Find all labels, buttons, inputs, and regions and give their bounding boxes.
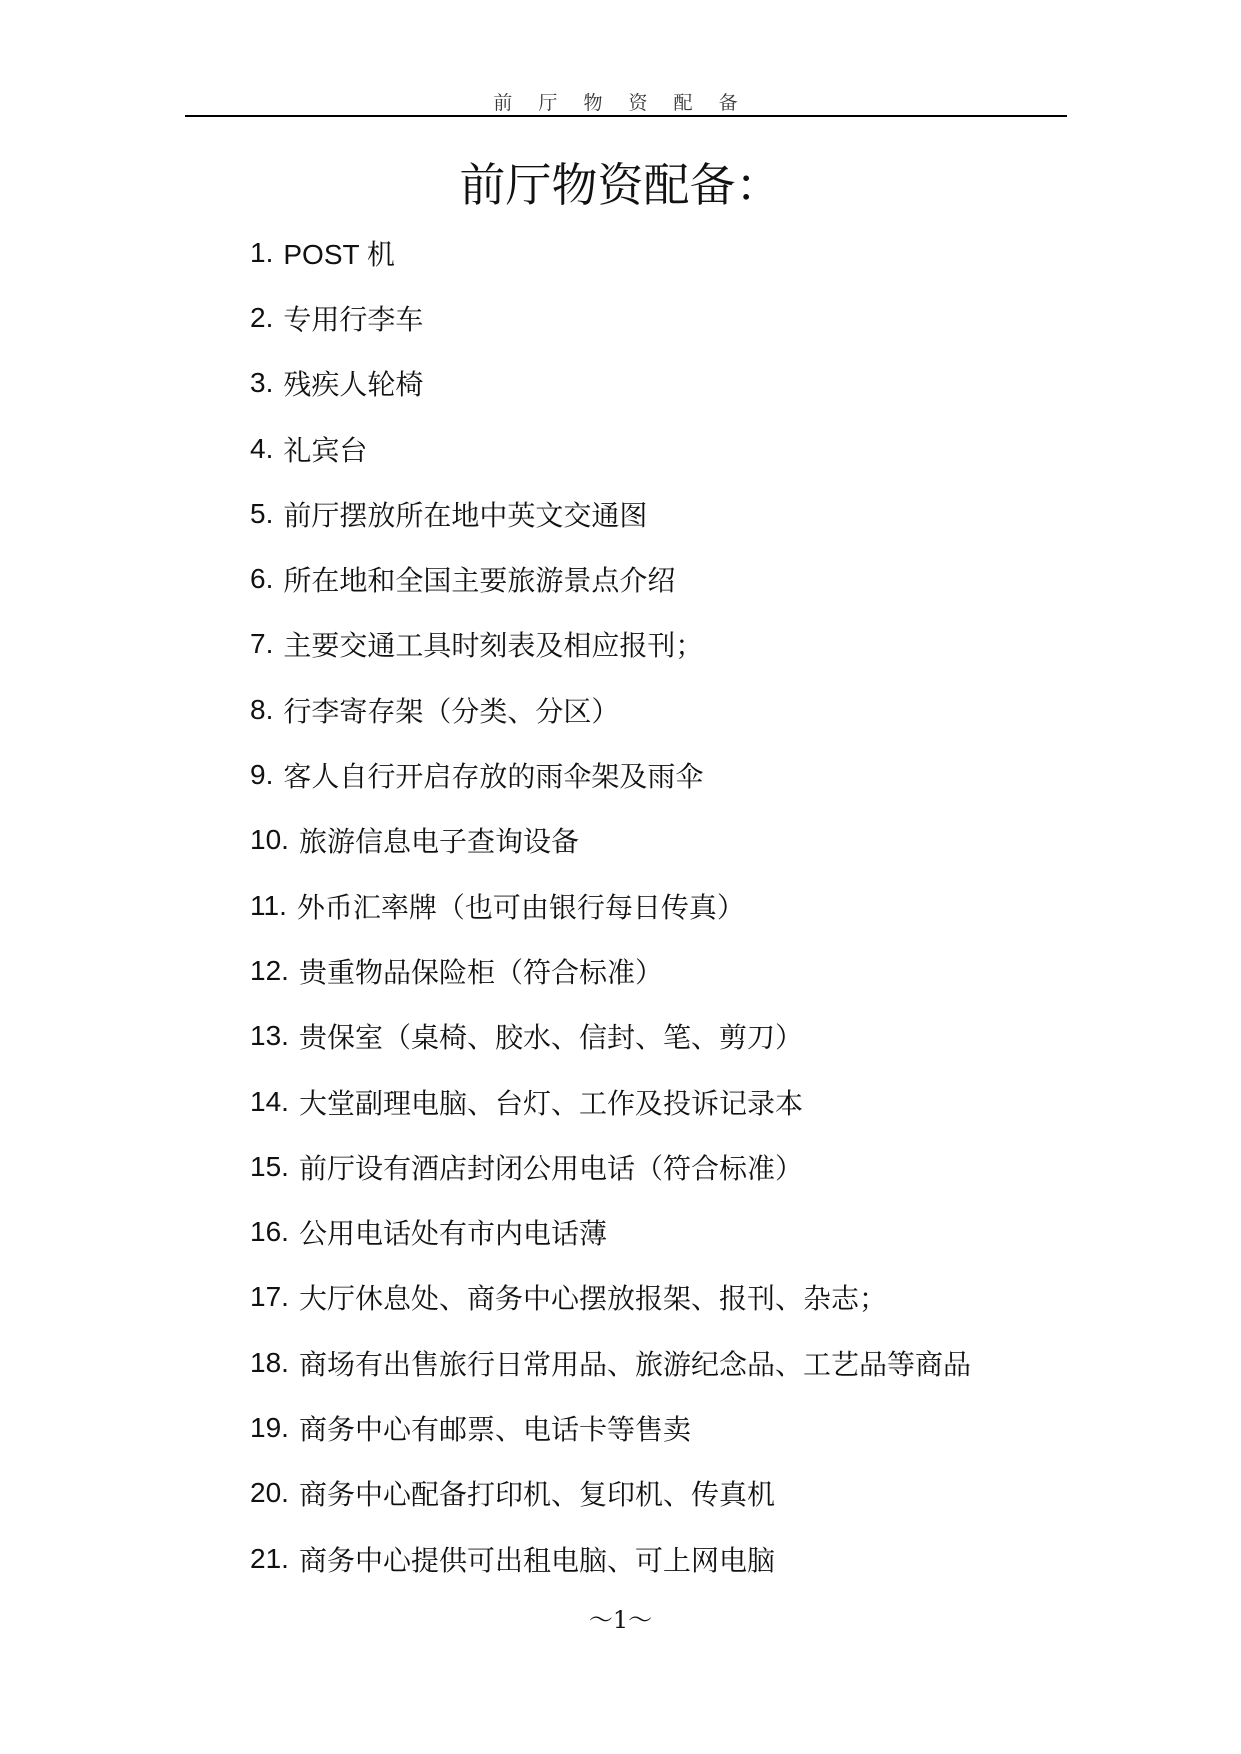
item-text: 旅游信息电子查询设备 [298, 825, 579, 859]
item-number: 17. [250, 1281, 289, 1313]
item-text: 前厅设有酒店封闭公用电话（符合标准） [298, 1151, 803, 1185]
item-number: 4. [250, 432, 274, 464]
item-number: 16. [250, 1216, 289, 1248]
item-number: 20. [250, 1477, 289, 1509]
item-number: 5. [250, 497, 274, 529]
list-item [250, 1004, 971, 1069]
item-text: 大堂副理电脑、台灯、工作及投诉记录本 [298, 1086, 803, 1120]
list-item [250, 808, 971, 873]
item-number: 12. [250, 954, 289, 986]
item-text: 大厅休息处、商务中心摆放报架、报刊、杂志； [298, 1282, 887, 1316]
item-number: 18. [250, 1346, 289, 1378]
item-number: 6. [250, 563, 274, 595]
list-item [250, 873, 971, 938]
item-text: 所在地和全国主要旅游景点介绍 [283, 564, 676, 598]
list-item [250, 1461, 971, 1526]
list-item [250, 1199, 971, 1264]
item-number: 15. [250, 1150, 289, 1182]
item-number: 3. [250, 367, 274, 399]
header-rule [185, 115, 1067, 117]
document-title: 前厅物资配备： [459, 158, 782, 212]
page-number: ～1～ [588, 1606, 653, 1634]
list-item [250, 1134, 971, 1199]
item-number: 19. [250, 1411, 289, 1443]
item-number: 13. [250, 1020, 289, 1052]
list-item [250, 742, 971, 807]
item-text: 前厅摆放所在地中英文交通图 [283, 498, 648, 532]
list-item [250, 1069, 971, 1134]
item-text: 礼宾台 [283, 433, 368, 467]
item-number: 1. [250, 236, 274, 268]
item-text: 商务中心提供可出租电脑、可上网电脑 [298, 1543, 775, 1577]
list-item [250, 677, 971, 742]
list-item [250, 546, 971, 611]
list-item [250, 481, 971, 546]
list-item [250, 1395, 971, 1460]
item-number: 10. [250, 824, 289, 856]
item-text: 残疾人轮椅 [283, 368, 424, 402]
item-text: 专用行李车 [283, 302, 424, 336]
list-item [250, 416, 971, 481]
list-item [250, 612, 971, 677]
list-item [250, 351, 971, 416]
item-text: 公用电话处有市内电话薄 [298, 1217, 607, 1251]
item-number: 7. [250, 628, 274, 660]
item-text: 商务中心配备打印机、复印机、传真机 [298, 1478, 775, 1512]
item-text: POST 机 [283, 238, 395, 270]
list-item [250, 285, 971, 350]
item-number: 9. [250, 759, 274, 791]
running-header: 前 厅 物 资 配 备 [493, 92, 748, 114]
item-text: 外币汇率牌（也可由银行每日传真） [296, 890, 745, 924]
item-number: 21. [250, 1542, 289, 1574]
item-list [250, 220, 971, 1591]
item-text: 贵重物品保险柜（符合标准） [298, 955, 663, 989]
item-text: 客人自行开启存放的雨伞架及雨伞 [283, 760, 704, 794]
item-text: 商场有出售旅行日常用品、旅游纪念品、工艺品等商品 [298, 1347, 971, 1381]
list-item [250, 938, 971, 1003]
item-number: 11. [250, 889, 287, 921]
list-item [250, 1526, 971, 1591]
item-number: 2. [250, 301, 274, 333]
list-item [250, 1265, 971, 1330]
item-number: 14. [250, 1085, 289, 1117]
item-text: 主要交通工具时刻表及相应报刊； [283, 629, 704, 663]
item-number: 8. [250, 693, 274, 725]
list-item [250, 1330, 971, 1395]
item-text: 行李寄存架（分类、分区） [283, 694, 620, 728]
item-text: 商务中心有邮票、电话卡等售卖 [298, 1412, 691, 1446]
list-item [250, 220, 971, 285]
item-text: 贵保室（桌椅、胶水、信封、笔、剪刀） [298, 1021, 803, 1055]
